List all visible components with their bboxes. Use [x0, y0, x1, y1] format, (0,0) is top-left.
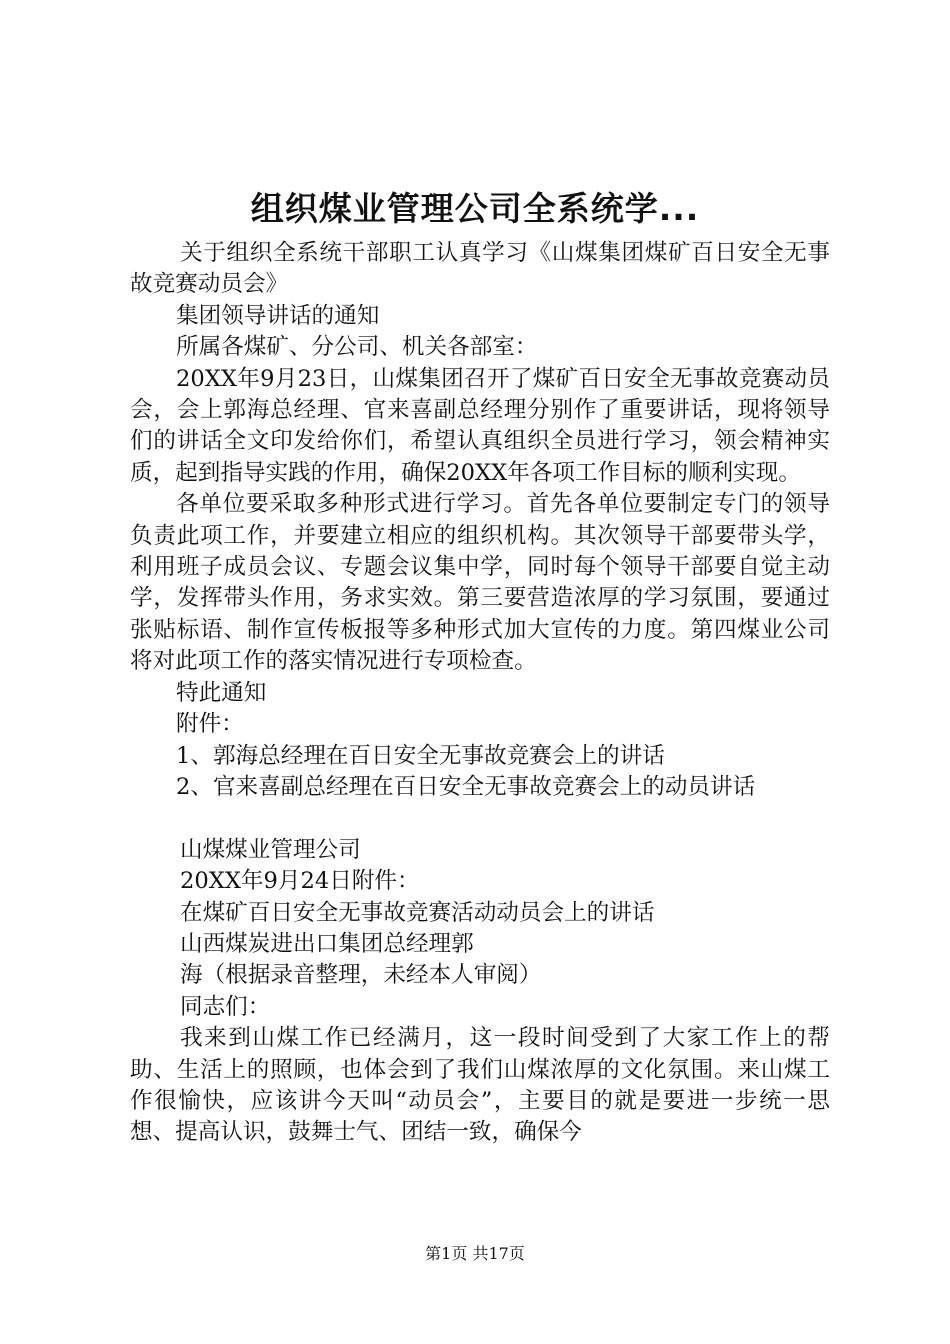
blank-line	[130, 803, 830, 834]
paragraph-study-requirements: 各单位要采取多种形式进行学习。首先各单位要制定专门的领导负责此项工作，并要建立相应的组织机构。其次领导干部要带头学，利用班子成员会议、专题会议集中学，同时每个领导干部要自觉主动学，发挥带头作用，务求实效。第三要营造浓厚的学习氛围，要通过张贴标语、制作宣传板报等多种形式加大宣传的力度。第四煤业公司将对此项工作的落实情况进行专项检查。	[130, 491, 830, 675]
paragraph-issuer: 山煤煤业管理公司	[180, 836, 361, 863]
paragraph-attachments-label: 附件：	[176, 711, 244, 738]
paragraph-speech-title: 在煤矿百日安全无事故竞赛活动动员会上的讲话	[180, 899, 655, 926]
document-body	[130, 238, 830, 1149]
paragraph-salutation: 同志们：	[180, 993, 271, 1020]
paragraph-notice-subject: 关于组织全系统干部职工认真学习《山煤集团煤矿百日安全无事故竞赛动员会》	[130, 240, 830, 298]
paragraph-speech-opening: 我来到山煤工作已经满月，这一段时间受到了大家工作上的帮助、生活上的照顾，也体会到了我们山煤浓厚的文化氛围。来山煤工作很愉快，应该讲今天叫“动员会”，主要目的就是要进一步统一思想、提高认识，鼓舞士气、团结一致，确保今	[130, 1025, 830, 1146]
paragraph-issue-date: 20XX年9月24日附件：	[180, 868, 420, 895]
paragraph-notice-closing: 特此通知	[176, 679, 267, 706]
paragraph-speaker: 山西煤炭进出口集团总经理郭	[180, 930, 474, 957]
paragraph-meeting-summary: 20XX年9月23日，山煤集团召开了煤矿百日安全无事故竞赛动员会，会上郭海总经理、官来喜副总经理分别作了重要讲话，现将领导们的讲话全文印发给你们，希望认真组织全员进行学习，领会精神实质，起到指导实践的作用，确保20XX年各项工作目标的顺利实现。	[130, 365, 830, 486]
document-title: 组织煤业管理公司全系统学...	[250, 189, 700, 228]
paragraph-addressee: 所属各煤矿、分公司、机关各部室：	[176, 334, 538, 361]
paragraph-attachment-1: 1、郭海总经理在百日安全无事故竞赛会上的讲话	[176, 742, 665, 769]
page-footer: 第1页 共17页	[425, 1244, 525, 1263]
paragraph-notice-subject-cont: 集团领导讲话的通知	[176, 302, 380, 329]
paragraph-speaker-note: 海（根据录音整理，未经本人审阅）	[180, 962, 542, 989]
paragraph-attachment-2: 2、官来喜副总经理在百日安全无事故竞赛会上的动员讲话	[176, 773, 756, 800]
